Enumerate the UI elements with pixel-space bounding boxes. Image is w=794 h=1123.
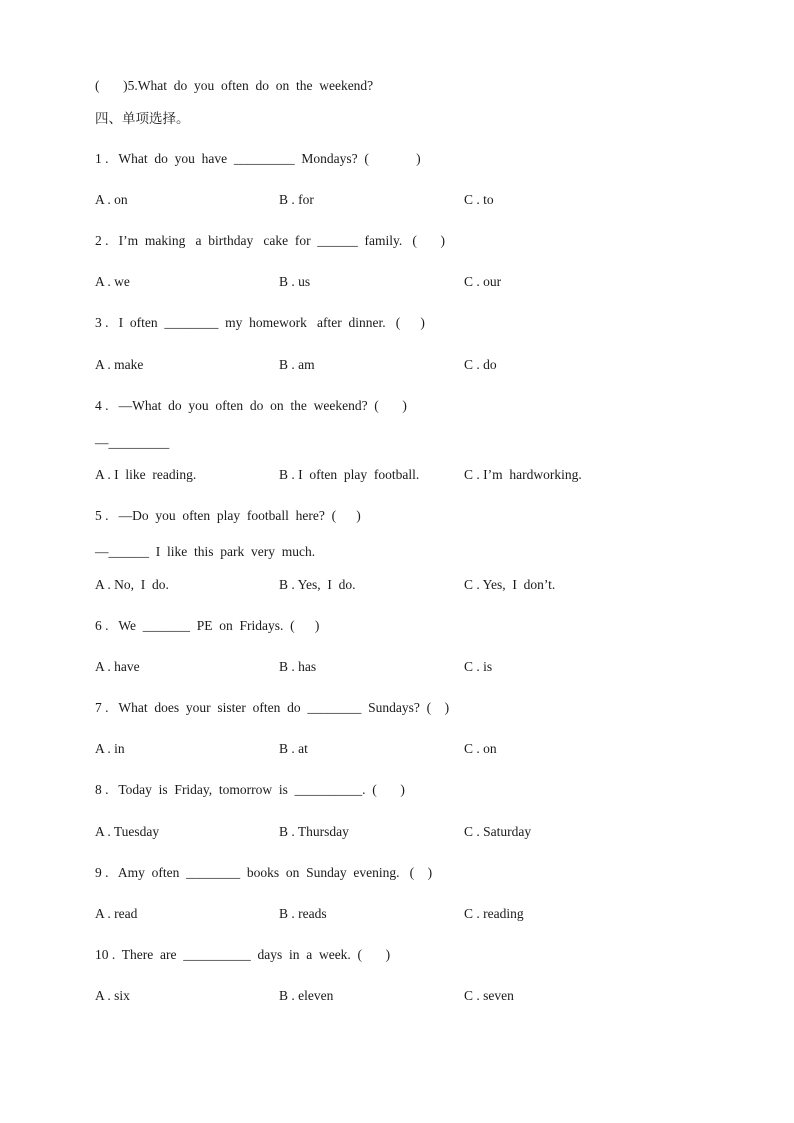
- question-6-option-a: A . have: [95, 659, 140, 674]
- question-2-option-a: A . we: [95, 274, 130, 289]
- question-10-option-c: C . seven: [464, 988, 514, 1003]
- question-5-option-b: B . Yes, I do.: [279, 577, 356, 592]
- question-2-option-b: B . us: [279, 274, 311, 289]
- question-2-stem: 2 . I’m making a birthday cake for ______ family. ( ): [95, 233, 446, 248]
- question-5-answer-line: —______ I like this park very much.: [95, 544, 316, 559]
- question-4-answer-line: —_________: [95, 435, 170, 450]
- question-10-option-b: B . eleven: [279, 988, 334, 1003]
- question-7-option-b: B . at: [279, 741, 308, 756]
- question-6-stem: 6 . We _______ PE on Fridays. ( ): [95, 618, 320, 633]
- question-8-option-c: C . Saturday: [464, 824, 532, 839]
- question-5-stem: 5 . —Do you often play football here? ( ): [95, 508, 361, 523]
- question-8-option-a: A . Tuesday: [95, 824, 160, 839]
- question-4-option-c: C . I’m hardworking.: [464, 467, 582, 482]
- question-6-option-c: C . is: [464, 659, 493, 674]
- question-4-stem: 4 . —What do you often do on the weekend? ( ): [95, 398, 407, 413]
- question-1-stem: 1 . What do you have _________ Mondays? ( ): [95, 151, 421, 166]
- section-heading: 四、单项选择。: [95, 111, 190, 127]
- question-10-option-a: A . six: [95, 988, 130, 1003]
- question-2-option-c: C . our: [464, 274, 502, 289]
- question-8-option-b: B . Thursday: [279, 824, 349, 839]
- question-9-option-b: B . reads: [279, 906, 327, 921]
- question-3-option-c: C . do: [464, 357, 497, 372]
- question-1-option-a: A . on: [95, 192, 128, 207]
- question-5-option-c: C . Yes, I don’t.: [464, 577, 556, 592]
- question-7-stem: 7 . What does your sister often do ________ Sundays? ( ): [95, 700, 450, 715]
- question-7-option-a: A . in: [95, 741, 125, 756]
- question-4-option-a: A . I like reading.: [95, 467, 197, 482]
- question-6-option-b: B . has: [279, 659, 317, 674]
- question-8-stem: 8 . Today is Friday, tomorrow is __________. ( ): [95, 782, 405, 797]
- question-4-option-b: B . I often play football.: [279, 467, 420, 482]
- question-9-option-c: C . reading: [464, 906, 524, 921]
- question-3-option-b: B . am: [279, 357, 315, 372]
- question-9-stem: 9 . Amy often ________ books on Sunday evening. ( ): [95, 865, 433, 880]
- question-7-option-c: C . on: [464, 741, 497, 756]
- question-9-option-a: A . read: [95, 906, 138, 921]
- question-3-stem: 3 . I often ________ my homework after dinner. ( ): [95, 315, 425, 330]
- question-3-option-a: A . make: [95, 357, 144, 372]
- question-1-option-c: C . to: [464, 192, 494, 207]
- question-5-previous-section: ( )5.What do you often do on the weekend?: [95, 78, 374, 93]
- question-5-option-a: A . No, I do.: [95, 577, 169, 592]
- question-10-stem: 10 . There are __________ days in a week. ( ): [95, 947, 391, 962]
- question-1-option-b: B . for: [279, 192, 314, 207]
